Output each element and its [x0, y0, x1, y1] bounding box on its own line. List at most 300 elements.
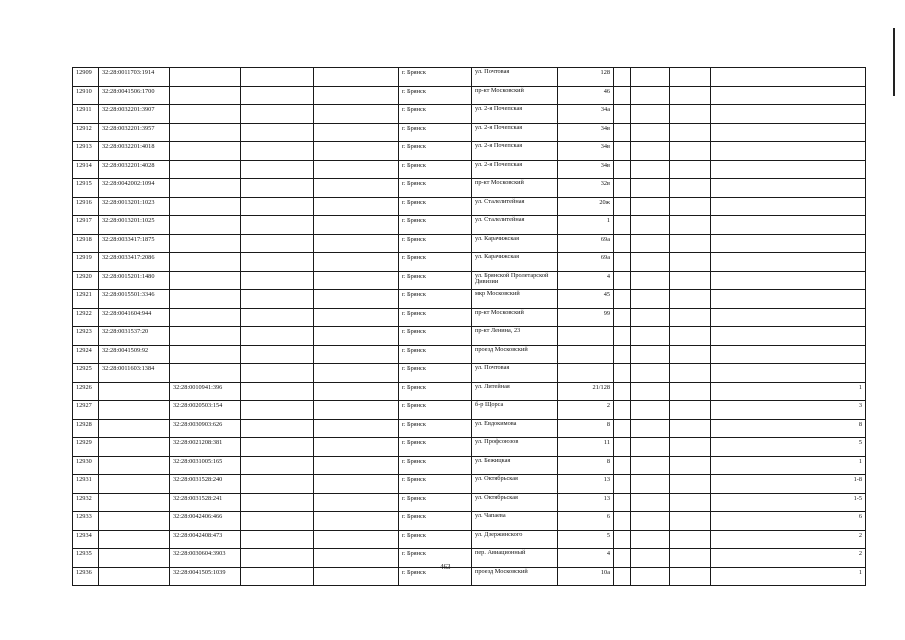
cell-empty — [631, 382, 670, 401]
cell-empty — [670, 234, 711, 253]
cell-cadastral-number-room: 32:28:0030903:626 — [170, 419, 241, 438]
cell-empty — [670, 549, 711, 568]
cell-empty — [241, 179, 314, 198]
cell-house: 6 — [558, 512, 614, 531]
cell-record-number: 12918 — [73, 234, 99, 253]
cell-cadastral-number: 32:28:0041604:944 — [99, 308, 170, 327]
cell-cadastral-number — [99, 530, 170, 549]
cell-cadastral-number: 32:28:0032201:4018 — [99, 142, 170, 161]
cell-cadastral-number-room — [170, 364, 241, 383]
cell-cadastral-number-room: 32:28:0021208:381 — [170, 438, 241, 457]
cell-city: г. Брянск — [399, 401, 472, 420]
cell-empty — [241, 364, 314, 383]
cell-empty — [614, 345, 631, 364]
cell-empty — [241, 475, 314, 494]
cell-house: 21/128 — [558, 382, 614, 401]
cell-street: ул. Карачижская — [472, 253, 558, 272]
cell-empty — [631, 549, 670, 568]
cell-city: г. Брянск — [399, 438, 472, 457]
cell-empty — [241, 197, 314, 216]
cell-street: мкр Московский — [472, 290, 558, 309]
cell-cadastral-number: 32:28:0032201:4028 — [99, 160, 170, 179]
cell-cadastral-number-room: 32:28:0042408:473 — [170, 530, 241, 549]
cell-cadastral-number-room: 32:28:0010941:396 — [170, 382, 241, 401]
cell-empty — [631, 456, 670, 475]
cell-cadastral-number-room — [170, 216, 241, 235]
cell-empty — [614, 123, 631, 142]
cell-empty — [631, 160, 670, 179]
cell-city: г. Брянск — [399, 327, 472, 346]
cell-street: ул. Дзержинского — [472, 530, 558, 549]
cell-record-number: 12931 — [73, 475, 99, 494]
cell-cadastral-number-room — [170, 234, 241, 253]
cell-city: г. Брянск — [399, 345, 472, 364]
cell-cadastral-number: 32:28:0015201:1480 — [99, 271, 170, 290]
cell-cadastral-number: 32:28:0015501:3346 — [99, 290, 170, 309]
table-row — [73, 123, 866, 142]
cell-apartment — [711, 179, 866, 198]
table-row — [73, 308, 866, 327]
cell-empty — [241, 382, 314, 401]
cell-cadastral-number-room: 32:28:0031528:241 — [170, 493, 241, 512]
cell-empty — [614, 530, 631, 549]
cell-empty — [241, 567, 314, 586]
cell-empty — [614, 308, 631, 327]
cell-empty — [614, 86, 631, 105]
cell-empty — [631, 530, 670, 549]
cell-street: пр-кт Московский — [472, 308, 558, 327]
cell-empty — [241, 216, 314, 235]
cell-empty — [314, 456, 399, 475]
cell-city: г. Брянск — [399, 475, 472, 494]
cell-apartment — [711, 105, 866, 124]
cell-empty — [314, 401, 399, 420]
cell-empty — [241, 123, 314, 142]
cell-empty — [614, 512, 631, 531]
cell-record-number: 12911 — [73, 105, 99, 124]
cell-empty — [314, 123, 399, 142]
cell-street: ул. 2-я Почепская — [472, 123, 558, 142]
cell-empty — [241, 530, 314, 549]
cell-empty — [314, 549, 399, 568]
cell-empty — [631, 179, 670, 198]
cell-cadastral-number: 32:28:0041506:1700 — [99, 86, 170, 105]
cell-empty — [670, 308, 711, 327]
cell-record-number: 12932 — [73, 493, 99, 512]
cell-empty — [314, 105, 399, 124]
cell-empty — [241, 401, 314, 420]
cell-empty — [614, 419, 631, 438]
cell-cadastral-number — [99, 438, 170, 457]
cell-empty — [670, 86, 711, 105]
cell-cadastral-number: 32:28:0011603:1384 — [99, 364, 170, 383]
cell-empty — [670, 68, 711, 87]
cell-cadastral-number-room — [170, 253, 241, 272]
cell-apartment — [711, 68, 866, 87]
cell-cadastral-number-room — [170, 179, 241, 198]
cell-apartment: 6 — [711, 512, 866, 531]
cell-cadastral-number-room — [170, 197, 241, 216]
cell-empty — [314, 567, 399, 586]
cell-empty — [670, 345, 711, 364]
cell-apartment: 1-8 — [711, 475, 866, 494]
cell-empty — [241, 327, 314, 346]
cell-empty — [241, 160, 314, 179]
cell-empty — [631, 512, 670, 531]
cell-empty — [314, 512, 399, 531]
cell-empty — [314, 345, 399, 364]
cell-empty — [314, 86, 399, 105]
cell-record-number: 12917 — [73, 216, 99, 235]
cell-empty — [314, 160, 399, 179]
cell-cadastral-number-room — [170, 271, 241, 290]
cell-house — [558, 364, 614, 383]
cell-empty — [631, 68, 670, 87]
cell-empty — [670, 253, 711, 272]
cell-house: 20ж — [558, 197, 614, 216]
cell-street: ул. 2-я Почепская — [472, 105, 558, 124]
table-row — [73, 549, 866, 568]
cell-empty — [670, 512, 711, 531]
cell-street: ул. Профсоюзов — [472, 438, 558, 457]
cell-street: пр-кт Московский — [472, 179, 558, 198]
cell-cadastral-number: 32:28:0013201:1023 — [99, 197, 170, 216]
cell-street: ул. Бежицкая — [472, 456, 558, 475]
cell-record-number: 12927 — [73, 401, 99, 420]
cell-city: г. Брянск — [399, 530, 472, 549]
cell-apartment: 1 — [711, 456, 866, 475]
cell-empty — [631, 419, 670, 438]
cell-empty — [631, 142, 670, 161]
cell-empty — [614, 364, 631, 383]
table-row — [73, 382, 866, 401]
table-row — [73, 401, 866, 420]
cell-empty — [670, 401, 711, 420]
cell-city: г. Брянск — [399, 216, 472, 235]
cell-empty — [241, 438, 314, 457]
cell-empty — [670, 438, 711, 457]
cell-empty — [314, 271, 399, 290]
cell-cadastral-number: 32:28:0032201:3907 — [99, 105, 170, 124]
cell-cadastral-number-room — [170, 308, 241, 327]
cell-street: проезд Московский — [472, 345, 558, 364]
cell-empty — [314, 179, 399, 198]
cell-empty — [241, 308, 314, 327]
cell-empty — [314, 493, 399, 512]
cell-empty — [241, 290, 314, 309]
cell-city: г. Брянск — [399, 105, 472, 124]
cell-record-number: 12925 — [73, 364, 99, 383]
table-row — [73, 327, 866, 346]
cell-city: г. Брянск — [399, 567, 472, 586]
cell-apartment — [711, 86, 866, 105]
table-body — [73, 68, 866, 586]
cell-empty — [631, 308, 670, 327]
cell-record-number: 12926 — [73, 382, 99, 401]
cell-empty — [241, 68, 314, 87]
cell-empty — [614, 382, 631, 401]
cell-apartment — [711, 123, 866, 142]
cell-empty — [631, 234, 670, 253]
cell-empty — [314, 68, 399, 87]
cell-street: пр-кт Московский — [472, 86, 558, 105]
cell-city: г. Брянск — [399, 142, 472, 161]
cell-empty — [241, 142, 314, 161]
table-row — [73, 512, 866, 531]
cell-empty — [670, 493, 711, 512]
cell-cadastral-number: 32:28:0033417:1875 — [99, 234, 170, 253]
cell-empty — [314, 327, 399, 346]
cell-cadastral-number-room — [170, 105, 241, 124]
cell-empty — [614, 216, 631, 235]
cell-street: ул. Почтовая — [472, 68, 558, 87]
cell-cadastral-number-room — [170, 142, 241, 161]
cell-empty — [614, 456, 631, 475]
cell-empty — [241, 105, 314, 124]
table-row — [73, 216, 866, 235]
cell-house: 11 — [558, 438, 614, 457]
cell-record-number: 12919 — [73, 253, 99, 272]
table-row — [73, 475, 866, 494]
cell-empty — [670, 364, 711, 383]
cell-empty — [670, 179, 711, 198]
cell-city: г. Брянск — [399, 179, 472, 198]
cell-house: 8 — [558, 419, 614, 438]
table-row — [73, 456, 866, 475]
cell-cadastral-number-room: 32:28:0031005:165 — [170, 456, 241, 475]
cell-apartment — [711, 308, 866, 327]
cell-empty — [670, 271, 711, 290]
cell-record-number: 12929 — [73, 438, 99, 457]
cell-empty — [670, 197, 711, 216]
cell-empty — [314, 142, 399, 161]
cell-cadastral-number-room: 32:28:0020503:154 — [170, 401, 241, 420]
cell-empty — [614, 567, 631, 586]
cell-empty — [314, 253, 399, 272]
cell-empty — [670, 382, 711, 401]
cell-empty — [241, 493, 314, 512]
cell-cadastral-number-room — [170, 86, 241, 105]
cell-cadastral-number-room: 32:28:0041505:1039 — [170, 567, 241, 586]
cell-record-number: 12913 — [73, 142, 99, 161]
cell-empty — [314, 216, 399, 235]
cell-street: б-р Щорса — [472, 401, 558, 420]
cell-street: ул. Литейная — [472, 382, 558, 401]
cell-empty — [314, 475, 399, 494]
cell-empty — [670, 142, 711, 161]
cell-city: г. Брянск — [399, 253, 472, 272]
cell-street: ул. Сталелитейная — [472, 197, 558, 216]
cell-empty — [631, 253, 670, 272]
cell-apartment: 1 — [711, 382, 866, 401]
cell-empty — [314, 382, 399, 401]
cell-house: 4 — [558, 549, 614, 568]
cell-empty — [614, 493, 631, 512]
cell-cadastral-number-room: 32:28:0031528:240 — [170, 475, 241, 494]
cell-cadastral-number: 32:28:0013201:1025 — [99, 216, 170, 235]
cell-apartment: 5 — [711, 438, 866, 457]
cell-city: г. Брянск — [399, 234, 472, 253]
cell-house: 32в — [558, 179, 614, 198]
table-row — [73, 105, 866, 124]
cell-street: ул. Сталелитейная — [472, 216, 558, 235]
cell-record-number: 12916 — [73, 197, 99, 216]
cell-empty — [614, 327, 631, 346]
cell-street: ул. Октябрьская — [472, 493, 558, 512]
cell-empty — [631, 327, 670, 346]
cell-street: ул. Октябрьская — [472, 475, 558, 494]
cell-empty — [241, 271, 314, 290]
cell-empty — [670, 475, 711, 494]
cell-apartment: 3 — [711, 401, 866, 420]
cell-house: 34в — [558, 160, 614, 179]
cell-house: 99 — [558, 308, 614, 327]
cell-empty — [614, 68, 631, 87]
cell-record-number: 12912 — [73, 123, 99, 142]
cell-apartment — [711, 271, 866, 290]
cell-empty — [241, 549, 314, 568]
cell-record-number: 12933 — [73, 512, 99, 531]
cell-empty — [670, 530, 711, 549]
cell-empty — [314, 438, 399, 457]
cell-empty — [241, 253, 314, 272]
cell-empty — [670, 419, 711, 438]
cell-apartment — [711, 253, 866, 272]
cell-cadastral-number — [99, 475, 170, 494]
cell-empty — [614, 197, 631, 216]
cell-empty — [670, 567, 711, 586]
cell-house — [558, 345, 614, 364]
cell-street: ул. 2-я Почепская — [472, 142, 558, 161]
cell-city: г. Брянск — [399, 160, 472, 179]
cell-empty — [631, 475, 670, 494]
table-row — [73, 197, 866, 216]
page-edge-mark — [893, 28, 895, 96]
cell-empty — [614, 105, 631, 124]
table-row — [73, 530, 866, 549]
cell-cadastral-number: 32:28:0031537:20 — [99, 327, 170, 346]
table-row — [73, 290, 866, 309]
cell-record-number: 12928 — [73, 419, 99, 438]
cell-cadastral-number-room — [170, 290, 241, 309]
cell-empty — [241, 345, 314, 364]
cell-record-number: 12923 — [73, 327, 99, 346]
cell-house: 34в — [558, 142, 614, 161]
cell-empty — [314, 234, 399, 253]
cell-empty — [631, 364, 670, 383]
cell-apartment: 2 — [711, 530, 866, 549]
cell-empty — [631, 290, 670, 309]
cell-apartment — [711, 216, 866, 235]
cell-apartment — [711, 197, 866, 216]
table-row — [73, 345, 866, 364]
cell-cadastral-number: 32:28:0033417:2086 — [99, 253, 170, 272]
cell-house: 45 — [558, 290, 614, 309]
cell-house: 8 — [558, 456, 614, 475]
cell-street: пер. Авиационный — [472, 549, 558, 568]
cell-cadastral-number-room: 32:28:0030604:3903 — [170, 549, 241, 568]
cell-house: 46 — [558, 86, 614, 105]
cell-street: пр-кт Ленина, 23 — [472, 327, 558, 346]
cell-house: 13 — [558, 493, 614, 512]
cell-record-number: 12934 — [73, 530, 99, 549]
cell-city: г. Брянск — [399, 68, 472, 87]
cell-city: г. Брянск — [399, 197, 472, 216]
cell-empty — [631, 86, 670, 105]
registry-table — [72, 67, 866, 586]
table-row — [73, 253, 866, 272]
table-row — [73, 438, 866, 457]
cell-cadastral-number-room — [170, 68, 241, 87]
cell-cadastral-number-room — [170, 123, 241, 142]
cell-empty — [670, 456, 711, 475]
cell-apartment: 1-5 — [711, 493, 866, 512]
cell-apartment — [711, 364, 866, 383]
table-row — [73, 142, 866, 161]
cell-empty — [670, 123, 711, 142]
cell-empty — [614, 438, 631, 457]
cell-empty — [670, 327, 711, 346]
cell-apartment: 1 — [711, 567, 866, 586]
cell-house: 128 — [558, 68, 614, 87]
table-row — [73, 493, 866, 512]
cell-record-number: 12930 — [73, 456, 99, 475]
cell-empty — [670, 105, 711, 124]
cell-apartment — [711, 290, 866, 309]
cell-house: 13 — [558, 475, 614, 494]
cell-cadastral-number-room: 32:28:0042406:466 — [170, 512, 241, 531]
cell-empty — [314, 419, 399, 438]
cell-house: 2 — [558, 401, 614, 420]
cell-empty — [631, 197, 670, 216]
cell-cadastral-number: 32:28:0011703:1914 — [99, 68, 170, 87]
cell-record-number: 12922 — [73, 308, 99, 327]
cell-empty — [631, 216, 670, 235]
cell-empty — [314, 364, 399, 383]
cell-cadastral-number — [99, 549, 170, 568]
table-row — [73, 179, 866, 198]
cell-city: г. Брянск — [399, 364, 472, 383]
cell-house: 1 — [558, 216, 614, 235]
cell-house: 69а — [558, 253, 614, 272]
cell-empty — [241, 86, 314, 105]
cell-empty — [314, 530, 399, 549]
table-row — [73, 364, 866, 383]
table-row — [73, 419, 866, 438]
cell-empty — [314, 290, 399, 309]
cell-record-number: 12915 — [73, 179, 99, 198]
cell-city: г. Брянск — [399, 290, 472, 309]
cell-apartment — [711, 160, 866, 179]
cell-apartment: 2 — [711, 549, 866, 568]
cell-record-number: 12920 — [73, 271, 99, 290]
cell-city: г. Брянск — [399, 456, 472, 475]
cell-city: г. Брянск — [399, 271, 472, 290]
cell-empty — [670, 290, 711, 309]
cell-street: ул. Брянской Пролетарской Дивизии — [472, 271, 558, 290]
cell-empty — [631, 345, 670, 364]
cell-record-number: 12924 — [73, 345, 99, 364]
cell-cadastral-number — [99, 512, 170, 531]
table-row — [73, 271, 866, 290]
page-number: 463 — [440, 563, 451, 571]
cell-street: ул. 2-я Почепская — [472, 160, 558, 179]
cell-cadastral-number: 32:28:0032201:3957 — [99, 123, 170, 142]
cell-cadastral-number — [99, 456, 170, 475]
cell-city: г. Брянск — [399, 419, 472, 438]
cell-street: ул. Чапаева — [472, 512, 558, 531]
cell-empty — [631, 493, 670, 512]
